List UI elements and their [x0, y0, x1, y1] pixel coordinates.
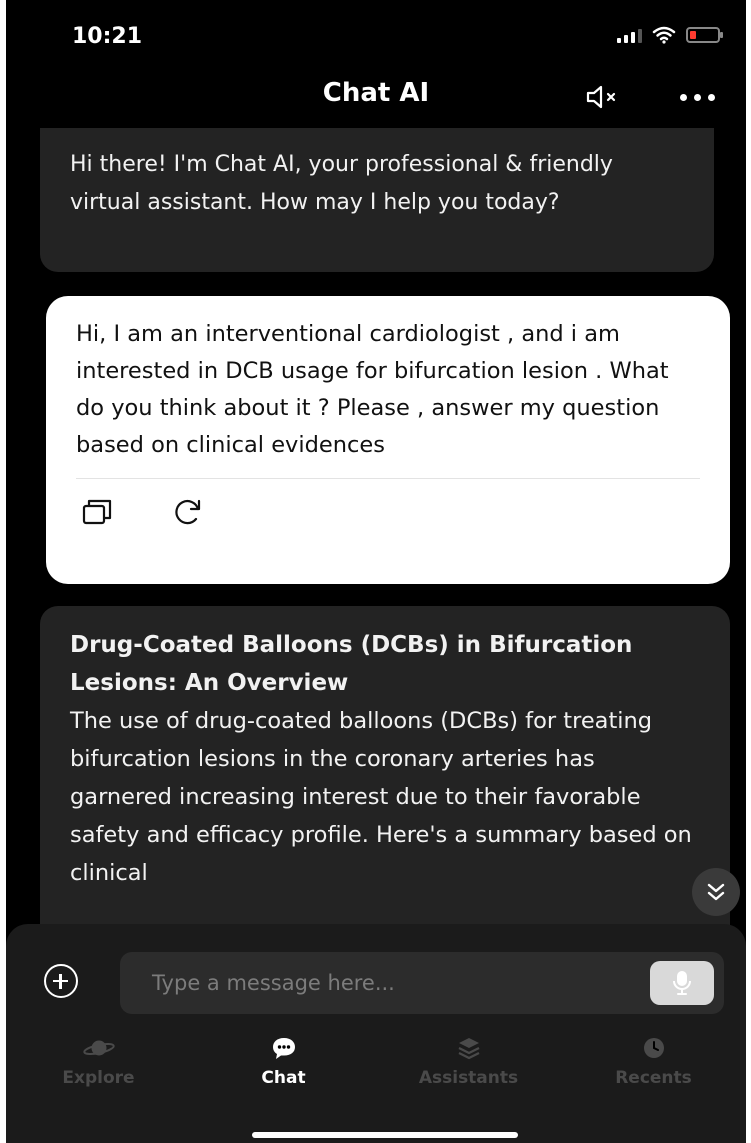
- more-horizontal-icon[interactable]: [680, 84, 726, 110]
- assistant-message: [40, 128, 714, 272]
- user-message: [46, 296, 730, 584]
- speaker-muted-icon[interactable]: [584, 82, 624, 112]
- message-text: Hi, I am an interventional cardiologist , and i am interested in DCB usage for bifurcation lesion . What do you think about it ? Please , answer my question based on clinical evidences: [76, 321, 669, 458]
- clock-icon: [642, 1036, 666, 1060]
- microphone-button[interactable]: [650, 961, 714, 1005]
- scroll-to-bottom-button[interactable]: [692, 868, 740, 916]
- tab-label: Recents: [615, 1068, 692, 1088]
- tab-label: Assistants: [418, 1068, 519, 1088]
- tab-label: Chat: [261, 1068, 306, 1088]
- message-input-placeholder: Type a message here...: [152, 971, 395, 995]
- planet-icon: [82, 1037, 116, 1059]
- message-text: The use of drug-coated balloons (DCBs) for treating bifurcation lesions in the coronary arteries has garnered increasing interest due to their favorable safety and efficacy profile. Here's a summary based on clinical: [70, 708, 692, 886]
- tab-assistants[interactable]: [376, 1036, 561, 1096]
- plus-circle-icon[interactable]: [44, 964, 78, 998]
- message-text: Hi there! I'm Chat AI, your professional & friendly virtual assistant. How may I help you today?: [70, 152, 613, 215]
- layers-icon: [457, 1036, 481, 1060]
- signal-icon: [617, 27, 642, 43]
- message-input[interactable]: [120, 952, 724, 1014]
- tab-explore[interactable]: [6, 1036, 191, 1096]
- composer: [6, 924, 746, 1143]
- chat-bubble-icon: [271, 1036, 297, 1060]
- copy-icon[interactable]: [80, 497, 116, 527]
- status-time: 10:21: [72, 24, 143, 49]
- tab-bar: [6, 1036, 746, 1096]
- regenerate-icon[interactable]: [172, 497, 204, 527]
- message-heading: Drug-Coated Balloons (DCBs) in Bifurcation Lesions: An Overview: [70, 632, 633, 696]
- tab-chat[interactable]: [191, 1036, 376, 1096]
- tab-label: Explore: [62, 1068, 135, 1088]
- wifi-icon: [652, 26, 676, 44]
- assistant-message: [40, 606, 730, 936]
- message-actions: [76, 497, 700, 527]
- battery-level: [690, 31, 696, 39]
- home-indicator[interactable]: [252, 1132, 518, 1138]
- tab-recents[interactable]: [561, 1036, 746, 1096]
- battery-icon: [686, 27, 720, 43]
- status-icons: [617, 26, 720, 44]
- microphone-icon: [671, 969, 693, 997]
- chevrons-down-icon: [704, 881, 728, 903]
- divider: [76, 478, 700, 479]
- status-bar: [6, 0, 746, 80]
- chat-header: [6, 72, 746, 122]
- phone-screen: [6, 0, 746, 1143]
- page-title: Chat AI: [322, 78, 430, 108]
